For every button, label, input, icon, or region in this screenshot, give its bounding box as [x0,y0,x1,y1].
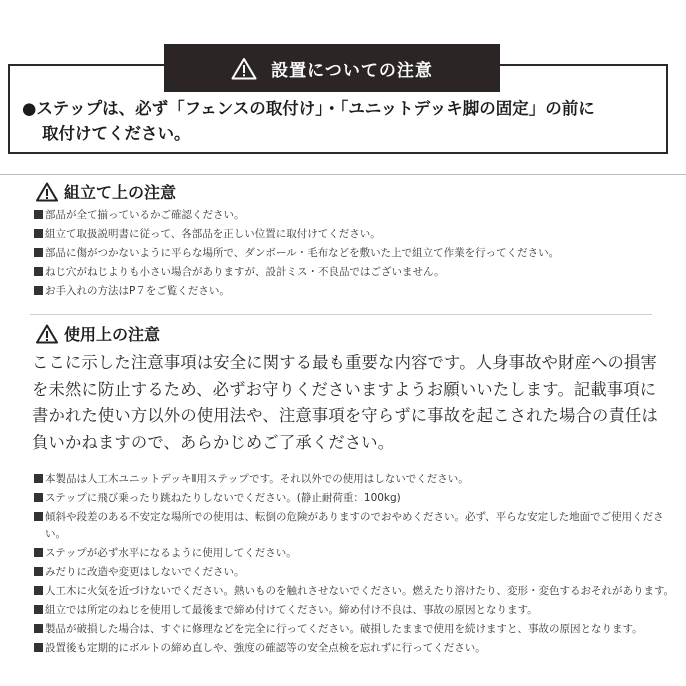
square-bullet-icon [34,624,43,633]
square-bullet-icon [34,267,43,276]
square-bullet-icon [34,474,43,483]
list-item: 傾斜や段差のある不安定な場所での使用は、転倒の危険がありますのでおやめください。必ず、平らな安定した地面でご使用ください。 [34,509,670,543]
install-notice-line-2: 取付けてください。 [42,124,191,143]
assembly-section-title [36,180,176,203]
list-item: 製品が破損した場合は、すぐに修理などを完全に行ってください。破損したままで使用を続けますと、事故の原因となります。 [34,620,674,639]
square-bullet-icon [34,512,43,521]
list-item: 設置後も定期的にボルトの締め直しや、強度の確認等の安全点検を忘れずに行ってください。 [34,639,674,658]
install-notice-title: 設置についての注意 [271,60,433,81]
list-item: お手入れの方法はP７をご覧ください。 [34,282,559,301]
usage-section-title [36,322,160,345]
list-item: 組立て取扱説明書に従って、各部品を正しい位置に取付けてください。 [34,225,559,244]
paragraph-line: ここに示した注意事項は安全に関する最も重要な内容です。人身事故や財産への損害 [32,353,657,372]
square-bullet-icon [34,548,43,557]
list-item: 本製品は人工木ユニットデッキⅡ用ステップです。それ以外での使用はしないでください。 [34,470,674,489]
section-divider [30,314,652,315]
list-item: ステップに飛び乗ったり跳ねたりしないでください。(静止耐荷重：100kg) [34,489,674,508]
warning-triangle-icon [36,324,58,344]
list-item: 人工木に火気を近づけないでください。熱いものを触れさせないでください。燃えたり溶けたり、変形・変色するおそれがあります。 [34,582,674,601]
paragraph-line: 書かれた使い方以外の使用法や、注意事項を守らずに事故を起こされた場合の責任は [32,406,658,425]
list-item: 部品が全て揃っているかご確認ください。 [34,206,559,225]
warning-triangle-icon [36,182,58,202]
list-item: 組立では所定のねじを使用して最後まで締め付けてください。締め付け不良は、事故の原因となります。 [34,601,674,620]
square-bullet-icon [34,210,43,219]
assembly-title: 組立て上の注意 [64,183,177,202]
paragraph-line: 負いかねますので、あらかじめご了承ください。 [32,432,395,452]
list-item: 部品に傷がつかないように平らな場所で、ダンボール・毛布などを敷いた上で組立て作業を行ってください。 [34,244,559,263]
square-bullet-icon [34,248,43,257]
warning-triangle-icon [231,57,257,80]
install-notice-line-1: ●ステップは、必ず「フェンスの取付け」・「ユニットデッキ脚の固定」の前に [22,99,595,118]
usage-notes-list [34,470,674,658]
install-notice-title-bar [164,44,500,92]
square-bullet-icon [34,643,43,652]
section-divider [0,174,686,175]
square-bullet-icon [34,567,43,576]
square-bullet-icon [34,229,43,238]
usage-intro-paragraph [32,350,668,456]
square-bullet-icon [34,286,43,295]
list-item: みだりに改造や変更はしないでください。 [34,563,674,582]
square-bullet-icon [34,605,43,614]
square-bullet-icon [34,493,43,502]
square-bullet-icon [34,586,43,595]
list-item: ステップが必ず水平になるように使用してください。 [34,544,674,563]
install-notice-text [22,96,662,146]
list-item: ねじ穴がねじよりも小さい場合がありますが、設計ミス・不良品ではございません。 [34,263,559,282]
paragraph-line: を未然に防止するため、必ずお守りくださいますようお願いいたします。記載事項に [32,379,657,399]
assembly-notes-list [34,206,559,301]
usage-title: 使用上の注意 [64,325,161,344]
